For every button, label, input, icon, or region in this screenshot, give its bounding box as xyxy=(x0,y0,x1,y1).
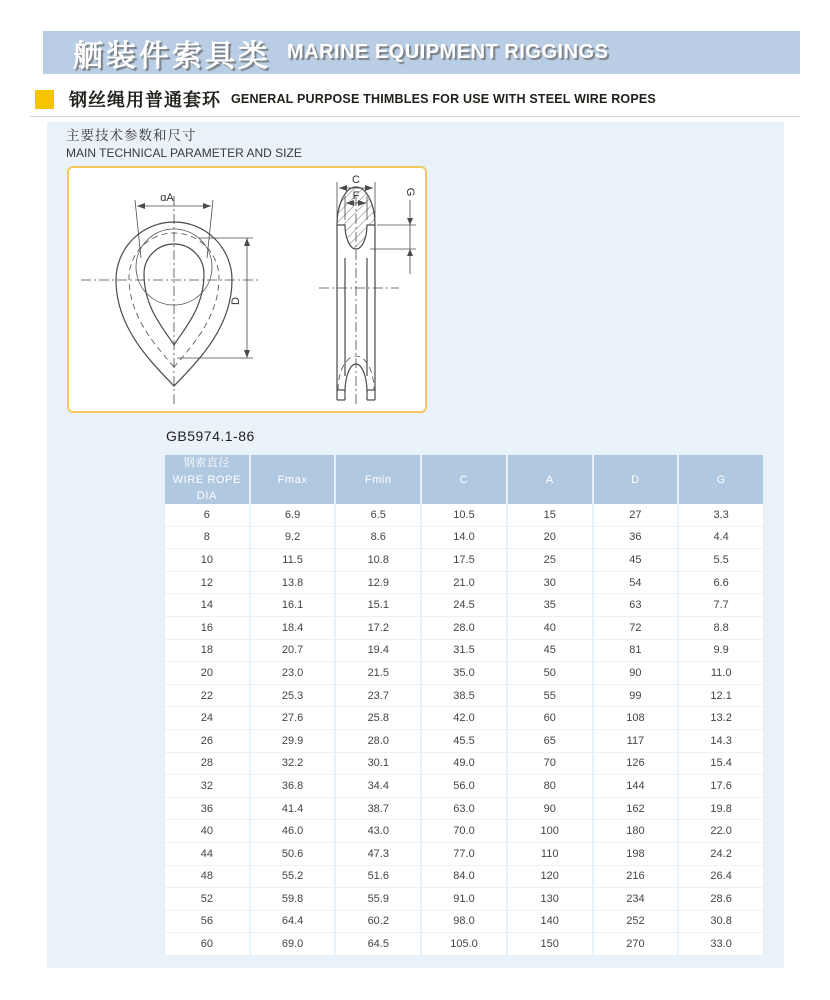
table-row xyxy=(165,933,763,955)
table-cell: 25.3 xyxy=(251,685,335,707)
table-cell: 16 xyxy=(165,617,249,639)
table-cell: 27.6 xyxy=(251,707,335,729)
table-cell: 63.0 xyxy=(422,798,506,820)
table-cell: 44 xyxy=(165,843,249,865)
table-header-c: C xyxy=(422,455,506,505)
table-header-wire-rope-dia: 钢索直径 WIRE ROPE DIA xyxy=(165,455,249,505)
table-cell: 36 xyxy=(594,527,678,549)
dim-label-aA: ɑA xyxy=(160,192,174,204)
table-cell: 30 xyxy=(508,572,592,594)
table-header-g: G xyxy=(679,455,763,505)
table-cell: 50 xyxy=(508,662,592,684)
table-row xyxy=(165,617,763,639)
table-cell: 25.8 xyxy=(336,707,420,729)
table-cell: 21.0 xyxy=(422,572,506,594)
table-cell: 28 xyxy=(165,753,249,775)
page-title-en: MARINE EQUIPMENT RIGGINGS xyxy=(287,41,609,63)
table-cell: 234 xyxy=(594,888,678,910)
table-header-fmin: Fmin xyxy=(336,455,420,505)
parameter-table xyxy=(165,455,763,955)
table-cell: 27 xyxy=(594,504,678,526)
table-cell: 50.6 xyxy=(251,843,335,865)
table-cell: 42.0 xyxy=(422,707,506,729)
table-cell: 60 xyxy=(165,933,249,955)
table-cell: 84.0 xyxy=(422,866,506,888)
table-row xyxy=(165,798,763,820)
table-cell: 18 xyxy=(165,640,249,662)
table-cell: 126 xyxy=(594,753,678,775)
table-cell: 12.9 xyxy=(336,572,420,594)
table-header-row xyxy=(165,455,763,503)
dim-label-F: F xyxy=(352,190,360,202)
table-cell: 63 xyxy=(594,594,678,616)
table-cell: 49.0 xyxy=(422,753,506,775)
table-cell: 12.1 xyxy=(679,685,763,707)
table-cell: 33.0 xyxy=(679,933,763,955)
table-cell: 35.0 xyxy=(422,662,506,684)
table-cell: 14 xyxy=(165,594,249,616)
thimble-section-view xyxy=(319,174,416,406)
table-cell: 54 xyxy=(594,572,678,594)
table-row xyxy=(165,888,763,910)
section-heading xyxy=(66,127,302,161)
table-header-d: D xyxy=(594,455,678,505)
table-header-fmax: Fmax xyxy=(251,455,335,505)
table-cell: 3.3 xyxy=(679,504,763,526)
table-cell: 120 xyxy=(508,866,592,888)
table-cell: 40 xyxy=(508,617,592,639)
table-cell: 38.5 xyxy=(422,685,506,707)
table-row xyxy=(165,527,763,549)
table-cell: 26 xyxy=(165,730,249,752)
table-cell: 65 xyxy=(508,730,592,752)
table-cell: 20.7 xyxy=(251,640,335,662)
table-cell: 64.4 xyxy=(251,911,335,933)
table-cell: 29.9 xyxy=(251,730,335,752)
table-cell: 46.0 xyxy=(251,820,335,842)
table-cell: 105.0 xyxy=(422,933,506,955)
table-cell: 24.2 xyxy=(679,843,763,865)
table-cell: 8 xyxy=(165,527,249,549)
table-cell: 77.0 xyxy=(422,843,506,865)
table-row xyxy=(165,753,763,775)
table-cell: 117 xyxy=(594,730,678,752)
table-cell: 17.2 xyxy=(336,617,420,639)
dim-label-D: D xyxy=(230,297,242,305)
table-cell: 36 xyxy=(165,798,249,820)
table-cell: 10.8 xyxy=(336,549,420,571)
table-row xyxy=(165,594,763,616)
table-cell: 38.7 xyxy=(336,798,420,820)
table-cell: 41.4 xyxy=(251,798,335,820)
table-cell: 252 xyxy=(594,911,678,933)
table-cell: 21.5 xyxy=(336,662,420,684)
table-cell: 23.7 xyxy=(336,685,420,707)
table-cell: 28.0 xyxy=(422,617,506,639)
table-cell: 270 xyxy=(594,933,678,955)
table-cell: 26.4 xyxy=(679,866,763,888)
page-title-zh: 舾装件索具类 xyxy=(73,39,271,73)
table-cell: 6 xyxy=(165,504,249,526)
table-row xyxy=(165,775,763,797)
table-cell: 140 xyxy=(508,911,592,933)
table-cell: 180 xyxy=(594,820,678,842)
table-cell: 9.9 xyxy=(679,640,763,662)
table-cell: 100 xyxy=(508,820,592,842)
table-cell: 18.4 xyxy=(251,617,335,639)
table-cell: 90 xyxy=(594,662,678,684)
table-cell: 52 xyxy=(165,888,249,910)
table-cell: 56 xyxy=(165,911,249,933)
table-cell: 16.1 xyxy=(251,594,335,616)
table-cell: 6.5 xyxy=(336,504,420,526)
table-cell: 35 xyxy=(508,594,592,616)
table-cell: 90 xyxy=(508,798,592,820)
product-subtitle xyxy=(35,86,656,112)
table-cell: 30.8 xyxy=(679,911,763,933)
table-cell: 70 xyxy=(508,753,592,775)
table-cell: 6.9 xyxy=(251,504,335,526)
table-cell: 23.0 xyxy=(251,662,335,684)
product-name-zh: 钢丝绳用普通套环 xyxy=(69,90,221,110)
table-cell: 130 xyxy=(508,888,592,910)
table-cell: 25 xyxy=(508,549,592,571)
table-cell: 24 xyxy=(165,707,249,729)
table-cell: 69.0 xyxy=(251,933,335,955)
table-cell: 9.2 xyxy=(251,527,335,549)
table-cell: 36.8 xyxy=(251,775,335,797)
standard-number: GB5974.1-86 xyxy=(166,428,255,444)
table-cell: 12 xyxy=(165,572,249,594)
thimble-front-view xyxy=(81,192,261,406)
table-cell: 144 xyxy=(594,775,678,797)
table-cell: 162 xyxy=(594,798,678,820)
table-row xyxy=(165,730,763,752)
table-cell: 91.0 xyxy=(422,888,506,910)
table-cell: 28.6 xyxy=(679,888,763,910)
table-cell: 72 xyxy=(594,617,678,639)
table-cell: 6.6 xyxy=(679,572,763,594)
table-body xyxy=(165,504,763,955)
table-row xyxy=(165,843,763,865)
table-cell: 13.2 xyxy=(679,707,763,729)
table-cell: 28.0 xyxy=(336,730,420,752)
table-cell: 43.0 xyxy=(336,820,420,842)
table-cell: 10.5 xyxy=(422,504,506,526)
table-cell: 81 xyxy=(594,640,678,662)
table-cell: 20 xyxy=(165,662,249,684)
table-cell: 64.5 xyxy=(336,933,420,955)
table-cell: 11.0 xyxy=(679,662,763,684)
table-cell: 45 xyxy=(594,549,678,571)
table-cell: 99 xyxy=(594,685,678,707)
dim-label-C: C xyxy=(352,174,360,186)
table-row xyxy=(165,707,763,729)
table-cell: 14.3 xyxy=(679,730,763,752)
table-cell: 5.5 xyxy=(679,549,763,571)
table-cell: 7.7 xyxy=(679,594,763,616)
table-cell: 10 xyxy=(165,549,249,571)
table-cell: 70.0 xyxy=(422,820,506,842)
table-cell: 55 xyxy=(508,685,592,707)
table-cell: 60.2 xyxy=(336,911,420,933)
table-cell: 17.6 xyxy=(679,775,763,797)
table-cell: 98.0 xyxy=(422,911,506,933)
table-cell: 45.5 xyxy=(422,730,506,752)
table-cell: 34.4 xyxy=(336,775,420,797)
section-heading-zh: 主要技术参数和尺寸 xyxy=(66,128,197,143)
product-name-en: GENERAL PURPOSE THIMBLES FOR USE WITH STEEL WIRE ROPES xyxy=(231,92,656,106)
table-cell: 30.1 xyxy=(336,753,420,775)
table-cell: 8.8 xyxy=(679,617,763,639)
table-cell: 13.8 xyxy=(251,572,335,594)
table-row xyxy=(165,820,763,842)
table-cell: 19.8 xyxy=(679,798,763,820)
table-row xyxy=(165,911,763,933)
table-cell: 19.4 xyxy=(336,640,420,662)
table-cell: 15.4 xyxy=(679,753,763,775)
table-cell: 8.6 xyxy=(336,527,420,549)
table-cell: 55.2 xyxy=(251,866,335,888)
table-cell: 59.8 xyxy=(251,888,335,910)
content-panel xyxy=(47,122,784,968)
table-cell: 80 xyxy=(508,775,592,797)
table-cell: 110 xyxy=(508,843,592,865)
table-cell: 47.3 xyxy=(336,843,420,865)
yellow-bullet-icon xyxy=(35,90,54,109)
table-row xyxy=(165,549,763,571)
table-cell: 24.5 xyxy=(422,594,506,616)
table-row xyxy=(165,572,763,594)
dim-label-G: G xyxy=(404,187,416,197)
table-cell: 11.5 xyxy=(251,549,335,571)
horizontal-divider xyxy=(30,116,800,117)
page-header-banner xyxy=(43,31,800,74)
table-header-a: A xyxy=(508,455,592,505)
table-cell: 14.0 xyxy=(422,527,506,549)
table-cell: 31.5 xyxy=(422,640,506,662)
table-cell: 22 xyxy=(165,685,249,707)
table-cell: 32 xyxy=(165,775,249,797)
section-heading-en: MAIN TECHNICAL PARAMETER AND SIZE xyxy=(66,146,302,161)
table-cell: 56.0 xyxy=(422,775,506,797)
table-cell: 45 xyxy=(508,640,592,662)
table-cell: 108 xyxy=(594,707,678,729)
table-cell: 60 xyxy=(508,707,592,729)
table-cell: 20 xyxy=(508,527,592,549)
thimble-technical-drawing xyxy=(69,168,425,411)
table-cell: 22.0 xyxy=(679,820,763,842)
table-cell: 150 xyxy=(508,933,592,955)
table-row xyxy=(165,685,763,707)
table-row xyxy=(165,640,763,662)
table-cell: 48 xyxy=(165,866,249,888)
table-cell: 17.5 xyxy=(422,549,506,571)
table-cell: 40 xyxy=(165,820,249,842)
table-row xyxy=(165,662,763,684)
table-cell: 4.4 xyxy=(679,527,763,549)
table-cell: 15.1 xyxy=(336,594,420,616)
table-cell: 198 xyxy=(594,843,678,865)
table-cell: 55.9 xyxy=(336,888,420,910)
table-cell: 15 xyxy=(508,504,592,526)
table-cell: 216 xyxy=(594,866,678,888)
table-row xyxy=(165,866,763,888)
table-cell: 32.2 xyxy=(251,753,335,775)
technical-drawing-box xyxy=(67,166,427,413)
table-row xyxy=(165,504,763,526)
table-cell: 51.6 xyxy=(336,866,420,888)
